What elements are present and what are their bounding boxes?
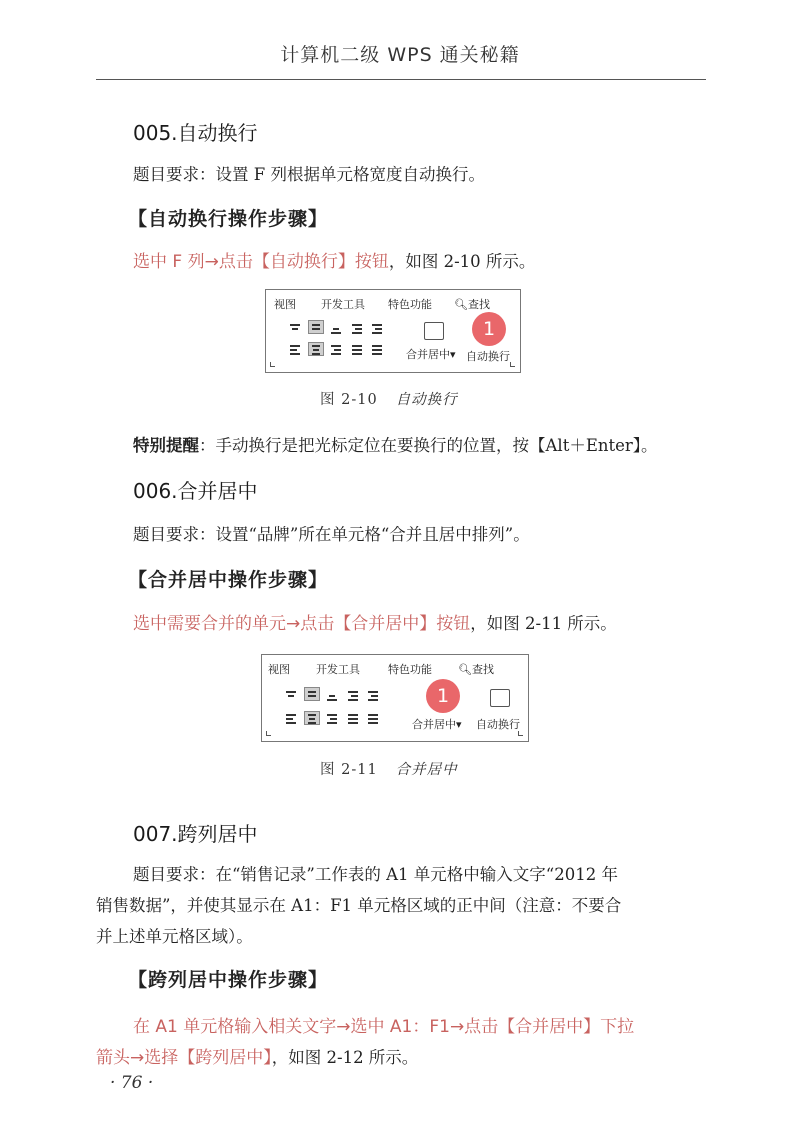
align-left-icon[interactable] xyxy=(284,713,298,725)
merge-center-button[interactable]: 合并居中▾ xyxy=(412,718,462,731)
ribbon-figure-2-11 xyxy=(261,654,529,742)
tip-label: 特别提醒 xyxy=(133,436,199,455)
steps-instruction: 箭头→选择【跨列居中】 xyxy=(96,1048,272,1068)
tab-search[interactable]: 🔍︎查找 xyxy=(454,298,490,311)
requirement-007-line3: 并上述单元格区域）。 xyxy=(96,927,253,946)
ribbon-figure-2-10 xyxy=(265,289,521,373)
steps-title-006: 【合并居中操作步骤】 xyxy=(128,569,329,591)
steps-instruction: 选中 F 列→点击【自动换行】按钮 xyxy=(133,252,389,272)
section-title-006: 006.合并居中 xyxy=(133,479,258,503)
tab-developer[interactable]: 开发工具 xyxy=(321,298,365,311)
tab-view[interactable]: 视图 xyxy=(274,298,296,311)
dropdown-arrow-icon[interactable]: ▾ xyxy=(456,718,462,731)
steps-instruction: 选中需要合并的单元→点击【合并居中】按钮 xyxy=(133,614,471,634)
group-corner xyxy=(518,731,523,736)
running-header: 计算机二级 WPS 通关秘籍 xyxy=(280,44,520,66)
steps-tail: ，如图 2-10 所示。 xyxy=(388,252,536,271)
group-corner xyxy=(270,362,275,367)
align-top-icon[interactable] xyxy=(284,689,298,701)
tab-view[interactable]: 视图 xyxy=(268,663,290,676)
page-number: · 76 · xyxy=(110,1073,154,1093)
step-badge: 1 xyxy=(426,679,460,713)
step-badge: 1 xyxy=(472,312,506,346)
align-center-icon[interactable] xyxy=(304,711,320,725)
align-right-icon[interactable] xyxy=(325,713,339,725)
search-icon: 🔍︎ xyxy=(458,663,472,676)
special-tip xyxy=(133,432,658,456)
distributed-icon[interactable] xyxy=(366,713,380,725)
align-bottom-icon[interactable] xyxy=(329,322,343,334)
merge-center-icon[interactable] xyxy=(424,322,444,340)
indent-decrease-icon[interactable] xyxy=(350,322,364,334)
indent-increase-icon[interactable] xyxy=(366,689,380,701)
align-middle-icon[interactable] xyxy=(308,320,324,334)
justify-icon[interactable] xyxy=(350,344,364,356)
align-left-icon[interactable] xyxy=(288,344,302,356)
group-corner xyxy=(510,362,515,367)
requirement-007-line1: 题目要求：在“销售记录”工作表的 A1 单元格中输入文字“2012 年 xyxy=(133,865,618,884)
figure-caption-2-11: 图 2-11 合并居中 xyxy=(320,762,458,778)
tab-search[interactable]: 🔍︎查找 xyxy=(458,663,494,676)
header-rule xyxy=(96,79,706,80)
align-top-icon[interactable] xyxy=(288,322,302,334)
steps-title-007: 【跨列居中操作步骤】 xyxy=(128,969,329,991)
indent-decrease-icon[interactable] xyxy=(346,689,360,701)
steps-007-line2 xyxy=(96,1043,418,1068)
wrap-text-icon[interactable] xyxy=(490,689,510,707)
steps-005 xyxy=(133,247,535,272)
section-title-007: 007.跨列居中 xyxy=(133,822,258,846)
align-bottom-icon[interactable] xyxy=(325,689,339,701)
tab-features[interactable]: 特色功能 xyxy=(388,298,432,311)
steps-tail: ，如图 2-11 所示。 xyxy=(470,614,617,633)
wrap-text-button[interactable]: 自动换行 xyxy=(476,718,520,731)
tab-developer[interactable]: 开发工具 xyxy=(316,663,360,676)
steps-title-005: 【自动换行操作步骤】 xyxy=(128,208,329,230)
tab-features[interactable]: 特色功能 xyxy=(388,663,432,676)
requirement-007-line2: 销售数据”，并使其显示在 A1：F1 单元格区域的正中间（注意：不要合 xyxy=(96,896,622,915)
figure-caption-2-10: 图 2-10 自动换行 xyxy=(320,392,458,408)
steps-007-line1: 在 A1 单元格输入相关文字→选中 A1：F1→点击【合并居中】下拉 xyxy=(133,1017,635,1037)
section-title-005: 005.自动换行 xyxy=(133,121,258,145)
steps-006 xyxy=(133,609,617,634)
wrap-text-button[interactable]: 自动换行 xyxy=(466,350,510,363)
dropdown-arrow-icon[interactable]: ▾ xyxy=(450,348,456,361)
align-center-icon[interactable] xyxy=(308,342,324,356)
align-middle-icon[interactable] xyxy=(304,687,320,701)
merge-center-button[interactable]: 合并居中▾ xyxy=(406,348,456,361)
requirement-005: 题目要求：设置 F 列根据单元格宽度自动换行。 xyxy=(133,165,485,184)
tip-text: ：手动换行是把光标定位在要换行的位置，按【Alt＋Enter】。 xyxy=(199,436,658,455)
steps-tail: ，如图 2-12 所示。 xyxy=(271,1048,419,1067)
indent-increase-icon[interactable] xyxy=(370,322,384,334)
requirement-006: 题目要求：设置“品牌”所在单元格“合并且居中排列”。 xyxy=(133,525,530,544)
search-icon: 🔍︎ xyxy=(454,298,468,311)
distributed-icon[interactable] xyxy=(370,344,384,356)
group-corner xyxy=(266,731,271,736)
align-right-icon[interactable] xyxy=(329,344,343,356)
justify-icon[interactable] xyxy=(346,713,360,725)
